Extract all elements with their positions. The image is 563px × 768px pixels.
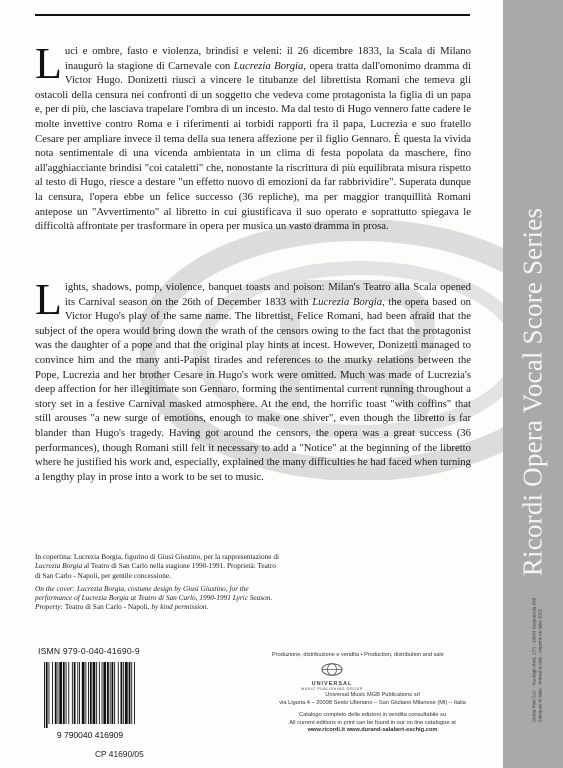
publisher-address: via Liguria 4 – 20098 Sesto Ulteriano – San Giuliano Milanese (MI) – Italia xyxy=(279,699,466,706)
barcode-bar xyxy=(49,662,50,724)
catalog-note-en: All current editions in print can be found in our on line catalogue at xyxy=(289,719,456,726)
publisher-name: Universal Music MGB Publications srl xyxy=(325,692,420,698)
barcode-bar xyxy=(114,662,115,724)
barcode-bar xyxy=(79,662,80,724)
barcode-bar xyxy=(44,662,45,728)
credits-it-text-2: al Teatro di San Carlo nella stagione 1990-1991. Proprietà: Teatro di San Carlo - Napoli, per gentile concessione. xyxy=(35,561,276,580)
english-opera-title: Lucrezia Borgia xyxy=(312,295,383,308)
barcode-bar xyxy=(110,662,111,724)
globe-icon xyxy=(321,663,343,676)
universal-logo xyxy=(292,663,372,691)
barcode-bar xyxy=(66,662,67,724)
barcode-bar xyxy=(112,662,114,724)
barcode-bar xyxy=(88,662,89,724)
barcode-bar xyxy=(121,662,123,724)
barcode-bar xyxy=(85,662,86,724)
barcode-bar xyxy=(74,662,76,724)
barcode xyxy=(40,660,140,740)
barcode-bar xyxy=(72,662,73,724)
barcode-bar xyxy=(68,662,69,724)
italian-description xyxy=(35,39,471,234)
barcode-digits: 9 790040 416909 xyxy=(56,730,124,740)
credits-en-italic: On the cover: Lucrezia Borgia, costume design by Giusi Giustino, for the performance of Lucrezia Borgia at Teatro di San Carlo, 1990-1991 Lyric Season. Property: xyxy=(35,583,273,612)
credits-italian xyxy=(35,552,280,580)
cover-credits xyxy=(35,552,280,616)
credits-english xyxy=(35,584,280,612)
barcode-bar xyxy=(99,662,100,724)
barcode-bar xyxy=(93,662,96,724)
barcode-bar xyxy=(55,662,57,724)
series-title: Ricordi Opera Vocal Score Series xyxy=(517,207,548,577)
barcode-bar xyxy=(102,662,103,724)
barcode-bar xyxy=(134,662,135,724)
english-text-end: , the opera based on Victor Hugo's play of the same name. The librettist, Felice Romani, had been afraid that the subject of the opera would bring down the wrath of the censors owing to the fact that the protagonist was the daughter of a pope and that the original play hints at incest. However, Donizetti managed to convince him and the many anti-Papist tirades and references to the murky relations between the Pope, Lucrezia and her brother Cesare in Hugo's work were omitted. Much was made of Lucrezia's deep affection for her illegitimate son Gennaro, forming the sentimental current running throughout a story set in a festive Carnival masked atmosphere. At the end, the horrific toast "with coffins" that still arouses "a new surge of emotions, enough to make one shiver", even though the libretto is far blander than Hugo's tragedy. Having got around the censors, the opera was a great success (36 performances), though Romani still felt it necessary to add a "Notice" at the beginning of the libretto where he justified his work and, especially, explained the many difficulties he had faced when turning a lengthy play in prose into a work to be set to music. xyxy=(35,295,472,483)
logo-subtitle: MUSIC PUBLISHING GROUP xyxy=(301,687,363,691)
barcode-bar xyxy=(52,662,53,724)
english-dropcap: L xyxy=(35,275,62,324)
italian-text-end: , opera tratta dall'omonimo dramma di Victor Hugo. Donizetti riuscì a vincere le titubanze del librettista Romani che temeva gli ostacoli della censura nei confronti di un soggetto che vedeva come protagonista la figlia di un papa e, per di più, che lasciava trapelare l'ombra di un incesto. Ma dal testo di Hugo vennero fatte cadere le molte invettive contro Roma e i riferimenti ai torbidi rapporti fra il papa, Lucrezia e suo fratello Cesare per ampliare invece il tema della sua tenera affezione per il figlio Gennaro. È questa la vivida nota sentimentale di una vicenda ambientata in un clima di festa popolata da maschere, fino all'agghiacciante brindisi "coi cataletti" che, nonostante la riscrittura di più equilibrata misura rispetto al testo di Hugo, riesce a destare "un effetto nuovo di emozioni da far rabbrividire". Superata dunque la censura, l'opera ebbe un felice successo (36 repliche), ma per maggior tranquillità Romani antepose un "Avvertimento" al libretto in cui giustificava il suo operato e soprattutto spiegava le difficoltà affrontate per trasformare in opera per musica un vasto dramma in prosa. xyxy=(35,59,471,233)
italian-opera-title: Lucrezia Borgia xyxy=(233,59,304,72)
italian-dropcap: L xyxy=(35,39,62,88)
catalog-code: CP 41690/05 xyxy=(95,749,144,759)
italian-text-start: uci e ombre, fasto e violenza, brindisi e veleni: il 26 dicembre 1833, la Scala di Milano inaugurò la stagione di Carnevale con xyxy=(64,45,471,72)
publisher-info xyxy=(255,692,490,735)
barcode-bar xyxy=(131,662,132,724)
barcode-bar xyxy=(123,662,124,724)
barcode-bar xyxy=(125,662,128,724)
top-rule xyxy=(35,14,470,16)
barcode-bar xyxy=(118,662,119,724)
credits-en-plain: Teatro di San Carlo - Napoli, xyxy=(64,602,152,612)
english-text-start: ights, shadows, pomp, violence, banquet toasts and poison: Milan's Teatro alla Scala opened its Carnival season on the 26th of December 1833 with xyxy=(64,281,471,308)
barcode-bar xyxy=(82,662,85,724)
barcode-bar xyxy=(96,662,97,724)
credits-en-italic-2: by kind permission. xyxy=(151,602,209,612)
barcode-bar xyxy=(59,662,62,724)
production-line: Produzione, distribuzione e vendita • Production, distribution and sale xyxy=(272,652,444,658)
barcode-bar xyxy=(58,662,59,724)
barcode-bar xyxy=(63,662,65,724)
printer-copyright xyxy=(532,598,543,723)
barcode-bars xyxy=(44,662,135,728)
english-description xyxy=(35,275,472,484)
barcode-bar xyxy=(103,662,106,724)
logo-name: UNIVERSAL xyxy=(311,681,353,687)
barcode-bar xyxy=(90,662,92,724)
copyright-line: Global Print S.r.l. - Via degli Abeti, 17/1 - 20064 Gorgonzola (MI) xyxy=(531,597,537,723)
barcode-bar xyxy=(107,662,109,724)
catalog-note-it: Catalogo completo delle edizioni in vendita consultabile su xyxy=(298,712,447,719)
copyright-line: Stampato in Italia - Printed in Italy - Imprimé en Italie 2013 xyxy=(537,609,542,723)
credits-it-text: In copertina: Lucrezia Borgia, figurino di Giusi Giustino, per la rappresentazione di xyxy=(35,552,280,561)
barcode-bar xyxy=(129,662,131,724)
ismn-number: ISMN 979-0-040-41690-9 xyxy=(38,646,140,656)
barcode-bar xyxy=(77,662,78,724)
barcode-bar xyxy=(46,662,48,728)
publisher-websites: www.ricordi.it www.durand-salabert-eschig.com xyxy=(307,727,438,734)
credits-it-title: Lucrezia Borgia xyxy=(35,561,83,571)
